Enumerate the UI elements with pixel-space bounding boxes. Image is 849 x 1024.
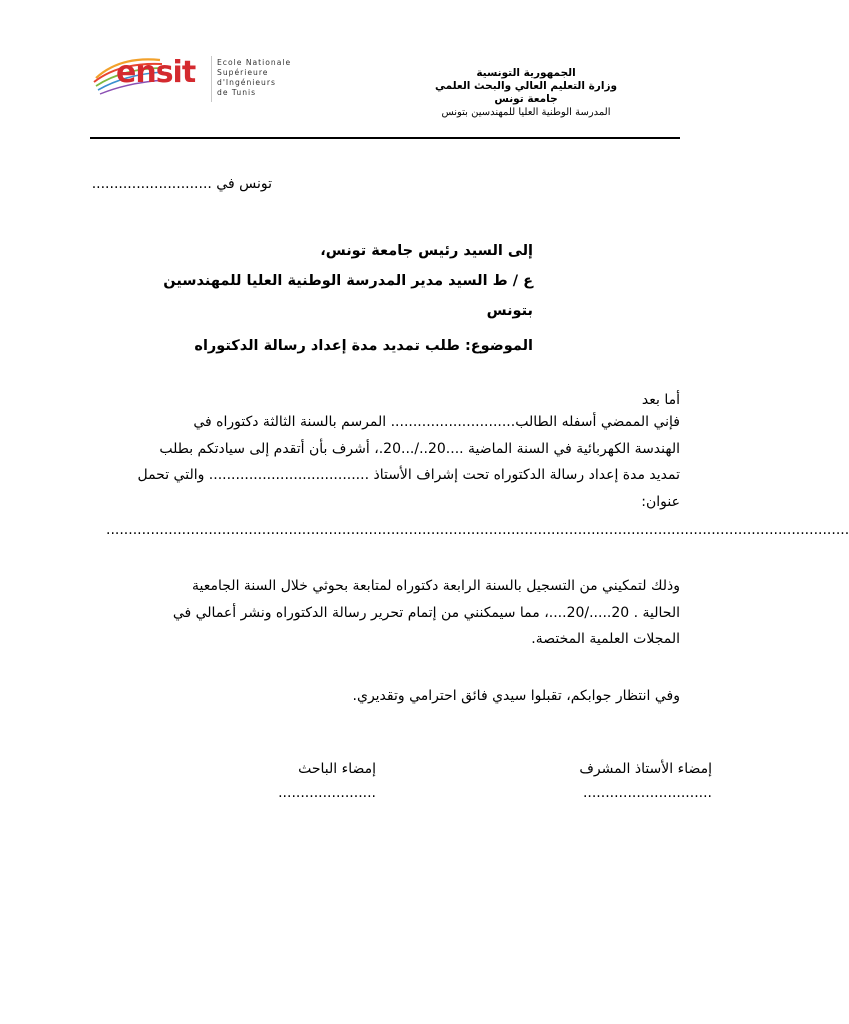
logo-line: Supérieure [217,68,269,77]
ensit-logo [90,52,300,108]
logo-wordmark: ensit [116,55,196,90]
paragraph-line: تمديد مدة إعداد رسالة الدكتوراه تحت إشراف الأستاذ .................................... والتي تحمل [137,467,680,483]
addressee-line: ع / ط السيد مدير المدرسة الوطنية العليا للمهندسين [163,273,533,289]
logo-line: d'Ingénieurs [217,78,276,87]
header-university: جامعة تونس [494,93,558,105]
paragraph-line: الحالية . 20...../20....، مما سيمكنني من إتمام تحرير رسالة الدكتوراه ونشر أعمالي في [172,604,680,621]
logo-line: Ecole Nationale [217,58,292,67]
paragraph-line: فإني الممضي أسفله الطالب............................ المرسم بالسنة الثالثة دكتوراه في [193,414,680,430]
addressee-line: إلى السيد رئيس جامعة تونس، [320,243,533,259]
paragraph-line: المجلات العلمية المختصة. [531,631,680,647]
header-ministry: وزارة التعليم العالي والبحث العلمي [434,80,618,92]
greeting: أما بعد [641,392,680,408]
logo-divider [211,56,212,102]
supervisor-signature-line: ............................. [582,785,712,801]
paragraph-request [90,409,680,515]
researcher-signature-line: ...................... [278,785,376,801]
place-date: تونس في ........................... [91,176,272,192]
addressee-block [90,236,533,326]
header-school: المدرسة الوطنية العليا للمهندسين بتونس [441,107,611,118]
header-country: الجمهورية التونسية [476,67,576,79]
letter-subject: الموضوع: طلب تمديد مدة إعداد رسالة الدكتوراه [194,338,533,354]
thesis-title-blank: ....................................................................................................................................................................... [106,522,849,538]
addressee-line: بتونس [486,303,533,319]
institution-header [406,67,646,119]
paragraph-purpose [90,573,680,653]
paragraph-line: الهندسة الكهربائية في السنة الماضية ....20../...20.، أشرف بأن أتقدم إلى سيادتكم بطلب [159,440,680,457]
logo-school-name [217,58,291,98]
logo-line: de Tunis [217,88,257,97]
header-divider [90,137,680,139]
paragraph-line: وذلك لتمكيني من التسجيل بالسنة الرابعة دكتوراه لمتابعة بحوثي خلال السنة الجامعية [192,578,680,594]
paragraph-line: عنوان: [641,493,680,510]
researcher-signature-label: إمضاء الباحث [298,761,376,777]
supervisor-signature-label: إمضاء الأستاذ المشرف [579,761,712,777]
closing-sentence: وفي انتظار جوابكم، تقبلوا سيدي فائق احترامي وتقديري. [352,688,680,704]
